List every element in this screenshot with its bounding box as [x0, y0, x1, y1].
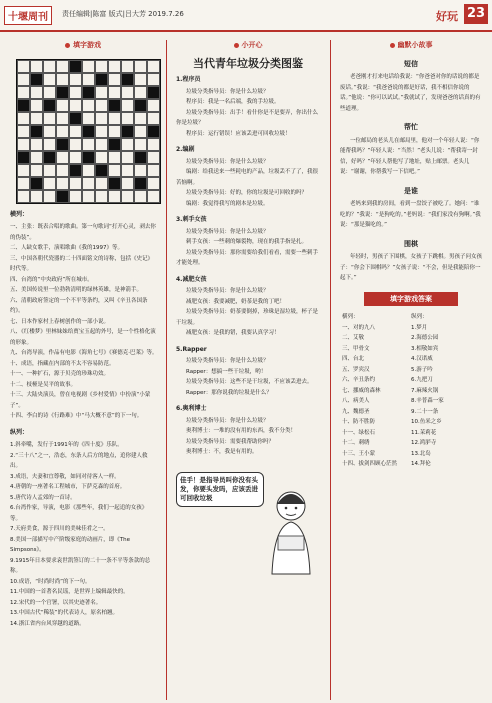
crossword-block [43, 151, 56, 164]
crossword-cell[interactable] [43, 86, 56, 99]
down-clue: 13.中国古代“稀装”的代表诗人，原名柏翘。 [10, 610, 118, 616]
dialogue-line: 垃圾分类指导员：你是什么垃圾？ [186, 228, 269, 235]
section-heading: 3.刺手女孩 [176, 216, 207, 223]
dialogue-line: 程序员：运行错误！应该丢进可回收垃圾！ [186, 130, 291, 137]
page-header [0, 0, 492, 32]
across-clue: 十、成语，指藏在内部的不太不容易防范。 [10, 360, 115, 367]
crossword-block [82, 86, 95, 99]
down-clue: 2.“三十八”之一，浩态，东条人后方的地点，追你建人救出。 [10, 452, 148, 469]
section-heading: 1.程序员 [176, 76, 201, 83]
down-clue: 14.浙江省内台风穿越的道路。 [10, 620, 85, 627]
crossword-block [108, 99, 121, 112]
crossword-cell[interactable] [147, 138, 160, 151]
crossword-cell[interactable] [95, 190, 108, 203]
crossword-block [43, 99, 56, 112]
crossword-cell[interactable] [147, 151, 160, 164]
answers-table [342, 312, 480, 470]
crossword-cell[interactable] [121, 177, 134, 190]
crossword-cell[interactable] [134, 60, 147, 73]
across-clue: 十三、大陆央演员，曾在电视剧《乡村爱情》中扮演“小蒙子”。 [10, 392, 151, 409]
crossword-cell[interactable] [147, 112, 160, 125]
crossword-cell[interactable] [121, 151, 134, 164]
down-clue: 11.中国的一首著名民谣，是世界上编辑最快的。 [10, 589, 129, 595]
story-title: 帮忙 [404, 123, 418, 131]
crossword-cell[interactable] [17, 125, 30, 138]
crossword-cell[interactable] [30, 190, 43, 203]
answer-down: 1.梦月 [411, 324, 428, 331]
crossword-cell[interactable] [69, 190, 82, 203]
humor-column [170, 40, 326, 700]
answers-across [342, 323, 411, 470]
dialogue-line: 奥利博士：不，我是有用的。 [186, 449, 258, 455]
crossword-cell[interactable] [82, 99, 95, 112]
crossword-cell[interactable] [108, 86, 121, 99]
answer-down: 3.相敬如宾 [411, 345, 439, 352]
answer-across: 二、艾敬 [342, 335, 365, 341]
answer-down: 7.麻辣火锅 [411, 387, 439, 394]
crossword-cell[interactable] [134, 164, 147, 177]
dialogue-line: 编剧：给我送来一些耗电的产品，垃圾丢不了了，我很苦恼啊。 [176, 169, 319, 186]
answer-across: 十四、拔剑四顾心茫然 [342, 461, 398, 467]
crossword-cell[interactable] [147, 164, 160, 177]
crossword-cell[interactable] [69, 177, 82, 190]
crossword-cell[interactable] [56, 60, 69, 73]
answer-down: 14.拜伦 [411, 461, 431, 467]
across-clue: 八、《红楼梦》里林妹妹给贾宝玉起的外号，是一个性格化演的形象。 [10, 329, 156, 346]
dialogue-line: 垃圾分类指导员：你是什么垃圾？ [186, 88, 269, 95]
dialogue-line: 垃圾分类指导员：你是什么垃圾？ [186, 417, 269, 424]
section-heading: 6.奥利博士 [176, 405, 207, 412]
story-title: 短信 [404, 59, 418, 68]
crossword-block [121, 73, 134, 86]
crossword-block [69, 112, 82, 125]
down-clue: 3.成语，夫妻和宜尊敬，如同对待客人一样。 [10, 473, 120, 480]
across-title: 横列： [10, 210, 29, 218]
jokes-list [334, 59, 488, 284]
dialogue-line: 减肥女孩：我要减肥，奶茶是我的丁吧！ [186, 298, 286, 305]
answer-down: 4.汉诺威 [411, 356, 433, 362]
dialogue-line: Rapper：那你说我的垃圾是什么？ [186, 389, 272, 396]
across-clue: 三、中国各朝代瓷器的二十四面铭文的诗称，包括《史记》时代等。 [10, 255, 154, 272]
crossword-cell[interactable] [17, 177, 30, 190]
crossword-cell[interactable] [108, 73, 121, 86]
dialogue-line: 刺手女孩：一些刺的爆裂物，现在的我手指是扎。 [186, 239, 308, 245]
down-clue: 7.天府美食，源于四川的美味佳肴之一。 [10, 526, 109, 532]
answer-down: 5.游子吟 [411, 366, 433, 373]
jokes-column [334, 40, 488, 700]
crossword-cell[interactable] [95, 177, 108, 190]
crossword-cell[interactable] [17, 60, 30, 73]
answer-down: 6.九把刀 [411, 377, 433, 383]
crossword-grid[interactable] [16, 59, 161, 204]
brand-logo: 十堰周刊 [4, 6, 52, 25]
crossword-cell[interactable] [134, 138, 147, 151]
dialogue-line: 编剧：我觉得我写的剧本是垃圾。 [186, 200, 269, 207]
crossword-cell[interactable] [147, 73, 160, 86]
dialogue-line: 垃圾分类指导员：那你需要给我们看看，需要一些刺手才能处理。 [176, 249, 319, 266]
answer-down: 12.鸿胪寺 [411, 440, 437, 446]
crossword-cell[interactable] [17, 138, 30, 151]
dialogue-line: 减肥女孩：是我的错，我要认真学习！ [186, 330, 280, 336]
story-text: 老爸刚才打来电话给我说：“你爸爸对你的话说的都是废话。”我说：“我爸爸说的都是好话，我不相信你说的话。”他说：“你可以试试。”我就试了，发现爸爸的话真的有些道理。 [340, 74, 481, 112]
section-heading: 4.减肥女孩 [176, 275, 207, 283]
crossword-cell[interactable] [134, 73, 147, 86]
crossword-head: 填字游戏 [4, 40, 162, 51]
answer-across: 三、甲骨文 [342, 345, 370, 352]
crossword-cell[interactable] [17, 73, 30, 86]
crossword-cell[interactable] [56, 125, 69, 138]
crossword-block [69, 60, 82, 73]
down-clue: 4.唐朝的一座著名工程城市，下萨克森的首府。 [10, 484, 126, 490]
answers-across-title: 横列： [342, 314, 359, 320]
crossword-cell[interactable] [43, 125, 56, 138]
crossword-block [95, 73, 108, 86]
down-clue: 10.成语，“时尚时尚”的下一句。 [10, 578, 91, 585]
bullet-icon [65, 43, 70, 48]
story-title: 是谁 [404, 186, 418, 195]
crossword-cell[interactable] [82, 112, 95, 125]
crossword-cell[interactable] [95, 125, 108, 138]
crossword-cell[interactable] [17, 86, 30, 99]
crossword-cell[interactable] [95, 60, 108, 73]
crossword-cell[interactable] [30, 138, 43, 151]
page-number: 23 [464, 4, 488, 24]
across-clues [4, 222, 162, 422]
story-text: 老妈来到我的房间，看到一盘饺子被吃了。她问：“谁吃的？”我说：“是狗吃的。”老妈说：“我们家没有狗啊。”我说：“那是猫吃的。” [340, 201, 481, 228]
dialogue-line: 奥利博士：一堆的没有用的东西，我不分类！ [186, 428, 297, 434]
crossword-cell[interactable] [43, 73, 56, 86]
crossword-cell[interactable] [56, 73, 69, 86]
crossword-cell[interactable] [82, 73, 95, 86]
answer-across: 八、病美人 [342, 398, 370, 404]
crossword-cell[interactable] [56, 177, 69, 190]
crossword-block [134, 99, 147, 112]
across-clue: 一、主张：既表合唱的歌曲。第一句歌词“打开心灵，剥去你的伪装”。 [10, 224, 156, 241]
dialogue-line: 垃圾分类指导员：这些不是干垃圾，不应该丢进去。 [186, 379, 313, 385]
humor-head: 小开心 [170, 40, 326, 51]
crossword-block [82, 151, 95, 164]
crossword-cell[interactable] [30, 112, 43, 125]
crossword-cell[interactable] [82, 190, 95, 203]
across-clue: 九、台湾导演，作品有电影《海角七号》《赛德克·巴莱》等。 [10, 350, 158, 356]
crossword-cell[interactable] [95, 151, 108, 164]
across-clue: 十四、李白的诗《行路难》中“马大概不意”的下一句。 [10, 413, 143, 419]
crossword-block [147, 125, 160, 138]
answer-across: 十三、王小蒙 [342, 450, 376, 457]
crossword-block [30, 125, 43, 138]
answer-across: 十二、刺绣 [342, 440, 370, 446]
crossword-cell[interactable] [108, 190, 121, 203]
crossword-cell[interactable] [147, 190, 160, 203]
crossword-cell[interactable] [43, 112, 56, 125]
across-clue: 四、台湾的“中央政府”所在城市。 [10, 276, 93, 283]
dialogue-line: 垃圾分类指导员：你是什么垃圾？ [186, 288, 269, 294]
crossword-cell[interactable] [108, 60, 121, 73]
across-clue: 六、清朝政府签定的一个不平等条约，又叫《辛丑各国条约》。 [10, 297, 148, 314]
crossword-cell[interactable] [56, 151, 69, 164]
answer-down: 8.辛普森一家 [411, 398, 444, 404]
cartoon-illustration [176, 466, 320, 576]
crossword-cell[interactable] [82, 164, 95, 177]
answers-title: 填字游戏答案 [364, 292, 458, 307]
bullet-icon [390, 43, 395, 48]
crossword-cell[interactable] [134, 190, 147, 203]
column-divider [166, 40, 167, 700]
crossword-cell[interactable] [69, 86, 82, 99]
answers-down [411, 323, 480, 470]
down-clue: 6.台湾作家，导演，电影《那些年，我们一起追的女孩》等。 [10, 505, 148, 522]
crossword-cell[interactable] [56, 99, 69, 112]
crossword-cell[interactable] [43, 164, 56, 177]
answer-down: 10.鱼米之乡 [411, 419, 442, 425]
crossword-block [30, 73, 43, 86]
across-clue: 十二、枝桠是吴平的故事。 [10, 381, 77, 388]
crossword-cell[interactable] [95, 138, 108, 151]
crossword-cell[interactable] [121, 164, 134, 177]
down-clue: 8.美国一部描写中产阶级家庭的动画片，即《The Simpsons》。 [10, 536, 130, 553]
crossword-cell[interactable] [121, 138, 134, 151]
crossword-cell[interactable] [30, 99, 43, 112]
crossword-block [134, 151, 147, 164]
section-heading: 5.Rapper [176, 345, 207, 353]
crossword-block [82, 125, 95, 138]
crossword-block [108, 138, 121, 151]
bullet-icon [234, 43, 239, 48]
crossword-cell[interactable] [95, 86, 108, 99]
jokes-head: 幽默小故事 [334, 40, 488, 51]
crossword-block [121, 125, 134, 138]
crossword-cell[interactable] [108, 112, 121, 125]
dialogue-line: 垃圾分类指导员：需要我帮助你吗？ [186, 438, 275, 445]
editor-line: 责任编辑|陈富 版式|吕大芳 2019.7.26 [62, 10, 184, 18]
crossword-cell[interactable] [69, 138, 82, 151]
crossword-cell[interactable] [108, 164, 121, 177]
crossword-block [56, 86, 69, 99]
answer-across: 十、防不胜防 [342, 419, 376, 425]
answer-across: 十一、绿松石 [342, 429, 376, 436]
crossword-cell[interactable] [147, 60, 160, 73]
answer-across: 四、台北 [342, 356, 365, 362]
crossword-block [56, 190, 69, 203]
crossword-cell[interactable] [121, 99, 134, 112]
down-clue: 9.1915年日本要求袁世凯签订的二十一条不平等条款的总称。 [10, 557, 151, 574]
crossword-cell[interactable] [56, 164, 69, 177]
answer-down: 11.茉莉花 [411, 429, 437, 436]
crossword-cell[interactable] [30, 60, 43, 73]
crossword-cell[interactable] [82, 177, 95, 190]
story-text: 年轻时，男孩子下围棋，女孩子下跳棋。男孩子问女孩子：“你会下围棋吗？”女孩子说：“不会，但是我能陪你一起下。” [340, 254, 483, 281]
article-title: 当代青年垃圾分类图鉴 [193, 56, 303, 70]
crossword-cell[interactable] [43, 138, 56, 151]
section-title: 好玩 [436, 10, 458, 23]
answer-across: 七、挪威的森林 [342, 387, 381, 394]
answer-across: 九、魏德圣 [342, 408, 370, 415]
crossword-block [56, 138, 69, 151]
crossword-cell[interactable] [56, 112, 69, 125]
crossword-block [30, 177, 43, 190]
crossword-cell[interactable] [69, 99, 82, 112]
cartoon-speech: 佳手！是指导员叫你没有头发，你要头发吗，应该丢进可回收垃圾 [176, 472, 264, 507]
crossword-cell[interactable] [95, 99, 108, 112]
down-clue: 5.唐代诗人孟郊的一首诗。 [10, 494, 76, 501]
crossword-cell[interactable] [134, 125, 147, 138]
down-clues [4, 440, 162, 629]
dialogue-line: 垃圾分类指导员：你是什么垃圾？ [186, 358, 269, 364]
crossword-cell[interactable] [30, 86, 43, 99]
crossword-cell[interactable] [43, 190, 56, 203]
column-divider [330, 40, 331, 700]
across-clue: 七、日本作家村上春树创作的一部小说。 [10, 318, 110, 325]
crossword-block [95, 164, 108, 177]
crossword-cell[interactable] [147, 99, 160, 112]
crossword-column [4, 40, 162, 700]
crossword-block [69, 164, 82, 177]
across-clue: 二、人缺女歌手，演唱歌曲《我的1997》等。 [10, 245, 123, 251]
crossword-block [108, 177, 121, 190]
story-title: 围棋 [404, 239, 418, 248]
crossword-cell[interactable] [17, 190, 30, 203]
answer-across: 六、辛丑条约 [342, 377, 376, 383]
answer-down: 9.二十一条 [411, 408, 439, 415]
answer-across: 五、罗宾汉 [342, 366, 370, 373]
crossword-cell[interactable] [82, 60, 95, 73]
down-clue: 1.斜牵嘴，发行于1991年的《四十度》乐队。 [10, 442, 123, 448]
crossword-cell[interactable] [95, 112, 108, 125]
crossword-cell[interactable] [69, 151, 82, 164]
answer-down: 13.北岛 [411, 450, 431, 457]
crossword-cell[interactable] [82, 138, 95, 151]
crossword-cell[interactable] [17, 164, 30, 177]
answer-down: 2.海德公园 [411, 335, 439, 341]
across-clue: 五、美国传说里一位勃勃清明的绿林英雄，是神箭手。 [10, 287, 143, 293]
dialogue-line: 垃圾分类指导员：出手！看什你是不是要弄，你出什么你是垃圾？ [176, 109, 319, 126]
crossword-cell[interactable] [30, 164, 43, 177]
down-title: 纵列： [10, 428, 29, 436]
dialogue-line: 垃圾分类指导员：好的，你的垃圾是可回收的吗？ [186, 190, 308, 196]
crossword-cell[interactable] [108, 151, 121, 164]
story-text: 一位邮局的老头儿在邮局里，他对一个年轻人说：“你能帮我吗？”年轻人说：“当然！”老头儿说：“帮我寄一封信，好吗？”年轻人帮他写了地址，贴上邮票。老头儿说：“谢谢，你帮我写一下信吧。” [340, 137, 480, 175]
crossword-block [17, 99, 30, 112]
down-clue: 12.宋代的一个官署，以其史迹著名。 [10, 599, 102, 606]
crossword-cell[interactable] [17, 112, 30, 125]
crossword-block [134, 177, 147, 190]
answers-down-title: 纵列： [411, 314, 428, 320]
dialogue-line: 垃圾分类指导员：奶茶要倒掉，珍珠是湿垃圾，杯子是干垃圾。 [176, 309, 319, 326]
cartoon [176, 466, 320, 576]
crossword-cell[interactable] [108, 125, 121, 138]
crossword-cell[interactable] [69, 125, 82, 138]
dialogue-line: 垃圾分类指导员：你是什么垃圾？ [186, 158, 269, 165]
crossword-block [17, 151, 30, 164]
crossword-cell[interactable] [121, 60, 134, 73]
crossword-cell[interactable] [134, 86, 147, 99]
crossword-block [147, 86, 160, 99]
crossword-cell[interactable] [69, 73, 82, 86]
crossword-cell[interactable] [121, 112, 134, 125]
across-clue: 十一、一种扩石，源于贝壳的珍珠功效。 [10, 371, 110, 377]
crossword-cell[interactable] [43, 177, 56, 190]
crossword-cell[interactable] [134, 112, 147, 125]
section-heading: 2.编剧 [176, 146, 195, 153]
answer-across: 一、对的九八 [342, 324, 376, 331]
dialogue-line: Rapper：想搞一些干垃圾，哟！ [186, 368, 267, 375]
crossword-cell[interactable] [147, 177, 160, 190]
article-sections [170, 75, 326, 458]
crossword-cell[interactable] [121, 190, 134, 203]
crossword-cell[interactable] [43, 60, 56, 73]
crossword-cell[interactable] [30, 151, 43, 164]
crossword-cell[interactable] [121, 86, 134, 99]
dialogue-line: 程序员：我是一名后端，我的手垃圾。 [186, 99, 280, 105]
